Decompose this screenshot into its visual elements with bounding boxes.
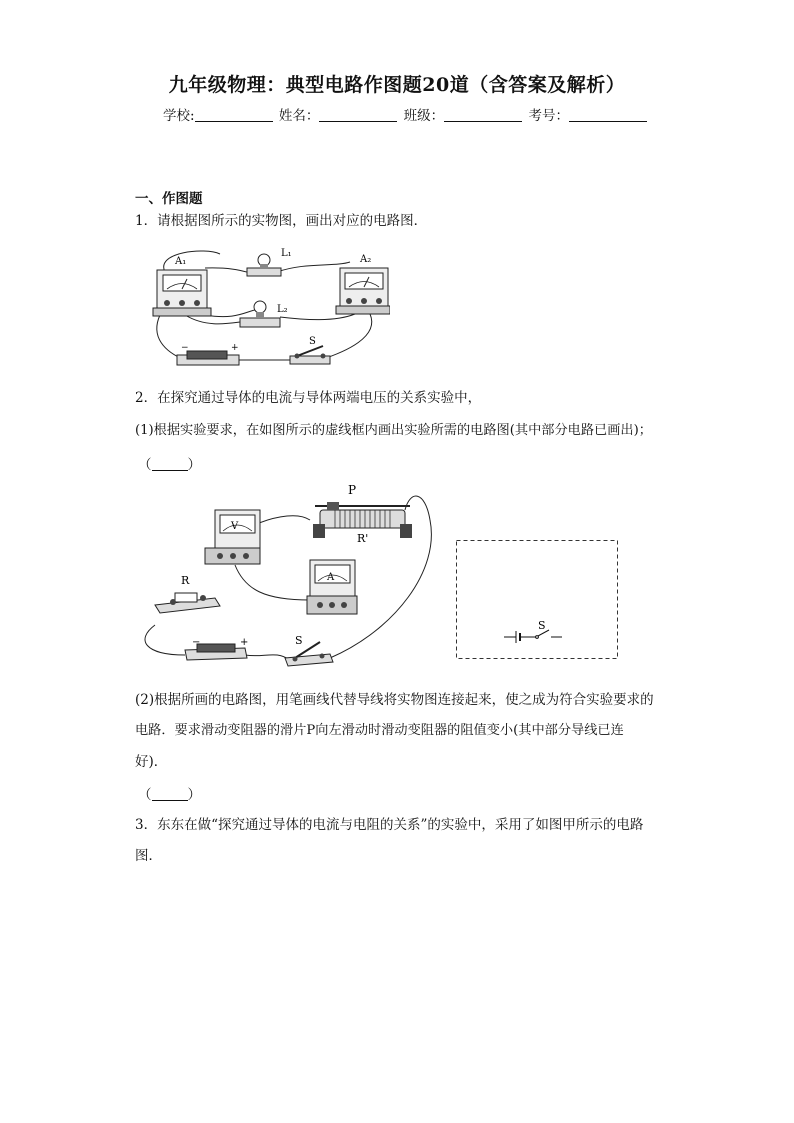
question-1-text: 1．请根据图所示的实物图，画出对应的电路图． [135,213,428,229]
question-3-line-1: 3．东东在做“探究通过导体的电流与电阻的关系”的实验中，采用了如图甲所示的电路 [135,817,644,833]
answer-open-paren-2: （ [138,787,152,803]
ammeter-a1 [153,270,211,316]
question-3-line-2: 图． [135,848,162,864]
answer-close-paren-1: ） [187,457,201,473]
label-battery-plus-2: + [240,637,249,648]
question-1-figure [145,242,390,377]
class-label: 班级： [403,108,445,124]
label-r: R [181,574,190,587]
label-l1: L₁ [281,248,292,259]
question-2-part-1: (1)根据实验要求，在如图所示的虚线框内画出实验所需的电路图(其中部分电路已画出)； [135,423,652,438]
ammeter [307,560,357,614]
label-a1: A₁ [175,256,187,267]
switch-s-2 [285,642,333,666]
answer-close-paren-2: ） [187,787,201,803]
label-battery-minus-2: − [192,637,201,648]
box-label-s: S [538,619,546,632]
battery-pack [177,351,239,365]
school-label: 学校: [163,108,195,124]
name-blank[interactable] [319,107,397,122]
answer-open-paren-1: （ [138,457,152,473]
class-blank[interactable] [444,107,522,122]
answer-underline-1[interactable] [152,456,188,471]
answer-underline-2[interactable] [152,786,188,801]
exam-number-label: 考号： [528,108,569,124]
label-r-prime: R' [357,532,369,545]
student-info-line [163,104,649,124]
label-a: A [327,572,335,583]
document-title: 九年级物理：典型电路作图题20道（含答案及解析） [168,74,626,96]
label-s-2: S [295,634,303,647]
label-l2: L₂ [277,304,288,315]
lamp-l2 [240,301,280,327]
name-label: 姓名： [278,108,320,124]
circuit-drawing-box[interactable] [456,540,618,660]
question-2-part-2-line-1: (2)根据所画的电路图，用笔画线代替导线将实物图连接起来，使之成为符合实验要求的 [135,692,654,708]
partial-circuit-battery-switch [504,630,562,643]
section-heading: 一、作图题 [135,191,203,207]
question-2-figure [135,480,445,670]
switch-s [290,346,330,364]
label-p: P [348,483,357,497]
label-battery-plus: + [231,343,239,353]
question-2-part-2-line-2: 电路．要求滑动变阻器的滑片P向左滑动时滑动变阻器的阻值变小(其中部分导线已连 [135,723,624,738]
answer-blank-1 [138,453,201,473]
question-2-intro: 2．在探究通过导体的电流与导体两端电压的关系实验中， [135,390,482,406]
exam-number-blank[interactable] [569,107,647,122]
label-v: V [231,521,239,532]
voltmeter [205,510,260,564]
school-blank[interactable] [195,107,273,122]
label-battery-minus: − [181,343,189,353]
question-2-part-2-line-3: 好)． [135,754,168,770]
resistor-r [155,593,220,613]
label-a2: A₂ [360,254,372,265]
lamp-l1 [247,254,281,276]
label-s: S [309,336,316,347]
answer-blank-2 [138,783,201,803]
ammeter-a2 [336,268,390,314]
